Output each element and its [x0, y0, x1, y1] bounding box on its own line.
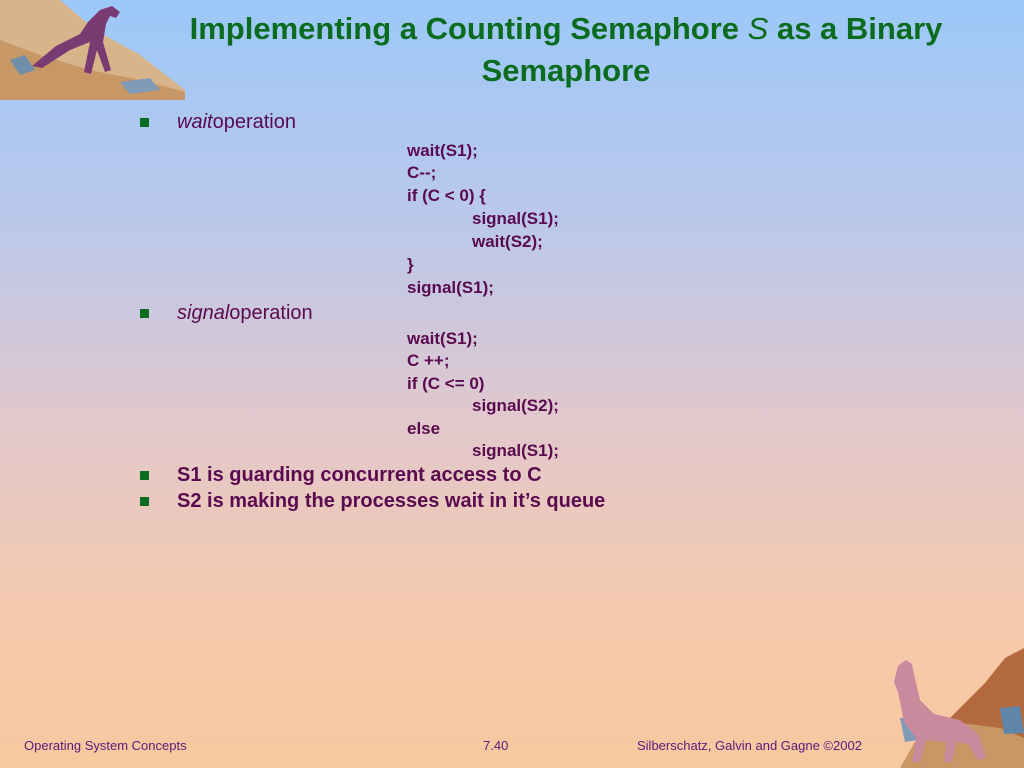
bullet-wait-operation: wait operation [140, 111, 296, 134]
bullet-signal-operation: signal operation [140, 302, 313, 325]
bullet-square-icon [140, 497, 149, 506]
title-italic-s: S [747, 11, 769, 46]
signal-code-line: C ++; [407, 351, 450, 370]
dinosaur-bottom-right-image [880, 638, 1024, 768]
signal-code-line: else [407, 419, 441, 438]
signal-code-line: wait(S1); [407, 329, 478, 348]
bullet-s2-waiting: S2 is making the processes wait in it’s queue [140, 490, 605, 513]
footer-book-title: Operating System Concepts [24, 738, 187, 753]
bullet-square-icon [140, 309, 149, 318]
bullet-square-icon [140, 118, 149, 127]
wait-code-line: if (C < 0) { [407, 186, 486, 205]
wait-code-line: wait(S1); [407, 141, 478, 160]
wait-code-line: } [407, 255, 414, 274]
wait-code-line: signal(S1); [407, 278, 494, 297]
signal-code-line: signal(S2); [472, 396, 559, 415]
signal-code-line: signal(S1); [472, 441, 559, 460]
footer-authors: Silberschatz, Galvin and Gagne ©2002 [637, 738, 862, 753]
wait-code-line: C--; [407, 163, 437, 182]
bullet-s1-guarding: S1 is guarding concurrent access to C [140, 464, 542, 487]
wait-code-line: signal(S1); [472, 209, 559, 228]
bullet-square-icon [140, 471, 149, 480]
slide-title: Implementing a Counting Semaphore S as a Binary Semaphore [189, 11, 943, 88]
footer-page-number: 7.40 [483, 738, 509, 753]
signal-code-line: if (C <= 0) [407, 374, 485, 393]
wait-code-line: wait(S2); [472, 232, 543, 251]
